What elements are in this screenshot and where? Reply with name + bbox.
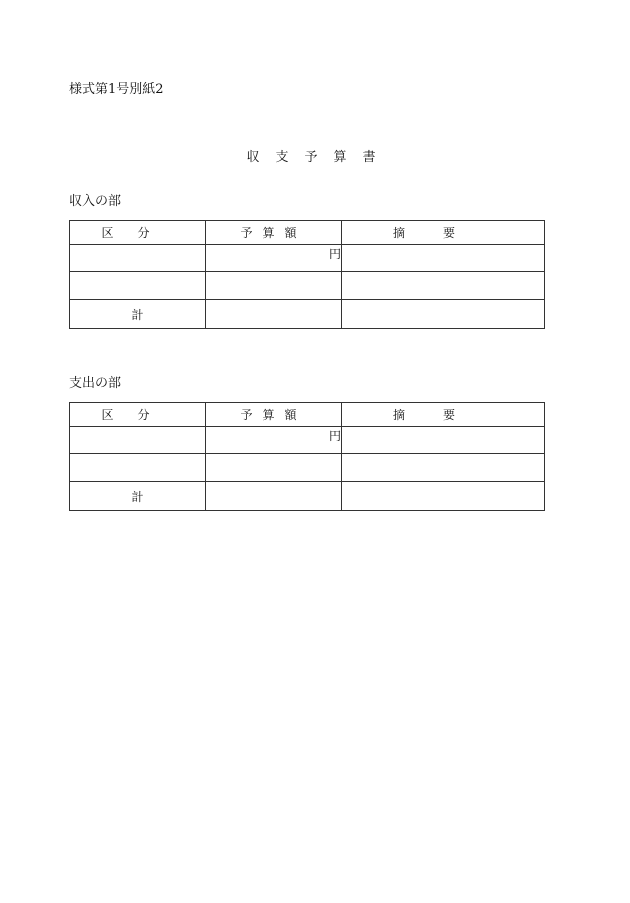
- income-row: [70, 245, 545, 272]
- expense-total-row: [70, 482, 545, 511]
- income-total-row: [70, 300, 545, 329]
- income-table: [69, 220, 545, 329]
- income-amount-cell[interactable]: [206, 272, 342, 300]
- form-number: 様式第1号別紙2: [69, 82, 164, 97]
- expense-note-cell[interactable]: [342, 427, 545, 454]
- income-row: [70, 272, 545, 300]
- income-amount-cell[interactable]: 円: [206, 245, 342, 272]
- income-total-note-cell[interactable]: [342, 300, 545, 329]
- income-header-amount: 予算額: [206, 221, 342, 245]
- expense-total-label: 計: [70, 482, 206, 511]
- income-note-cell[interactable]: [342, 272, 545, 300]
- expense-header-note: 摘要: [342, 403, 545, 427]
- income-header-note: 摘要: [342, 221, 545, 245]
- expense-table: [69, 402, 545, 511]
- expense-row: [70, 454, 545, 482]
- expense-amount-cell[interactable]: 円: [206, 427, 342, 454]
- income-total-amount-cell[interactable]: [206, 300, 342, 329]
- expense-section-label: 支出の部: [69, 376, 122, 391]
- expense-category-cell[interactable]: [70, 427, 206, 454]
- expense-row: [70, 427, 545, 454]
- expense-header-amount: 予算額: [206, 403, 342, 427]
- expense-header-category: 区分: [70, 403, 206, 427]
- expense-total-amount-cell[interactable]: [206, 482, 342, 511]
- expense-category-cell[interactable]: [70, 454, 206, 482]
- income-section-label: 収入の部: [69, 194, 122, 209]
- expense-header-row: [70, 403, 545, 427]
- income-category-cell[interactable]: [70, 245, 206, 272]
- expense-note-cell[interactable]: [342, 454, 545, 482]
- income-total-label: 計: [70, 300, 206, 329]
- document-title: 収支予算書: [246, 150, 392, 165]
- income-header-row: [70, 221, 545, 245]
- expense-total-note-cell[interactable]: [342, 482, 545, 511]
- income-category-cell[interactable]: [70, 272, 206, 300]
- expense-amount-cell[interactable]: [206, 454, 342, 482]
- income-header-category: 区分: [70, 221, 206, 245]
- income-note-cell[interactable]: [342, 245, 545, 272]
